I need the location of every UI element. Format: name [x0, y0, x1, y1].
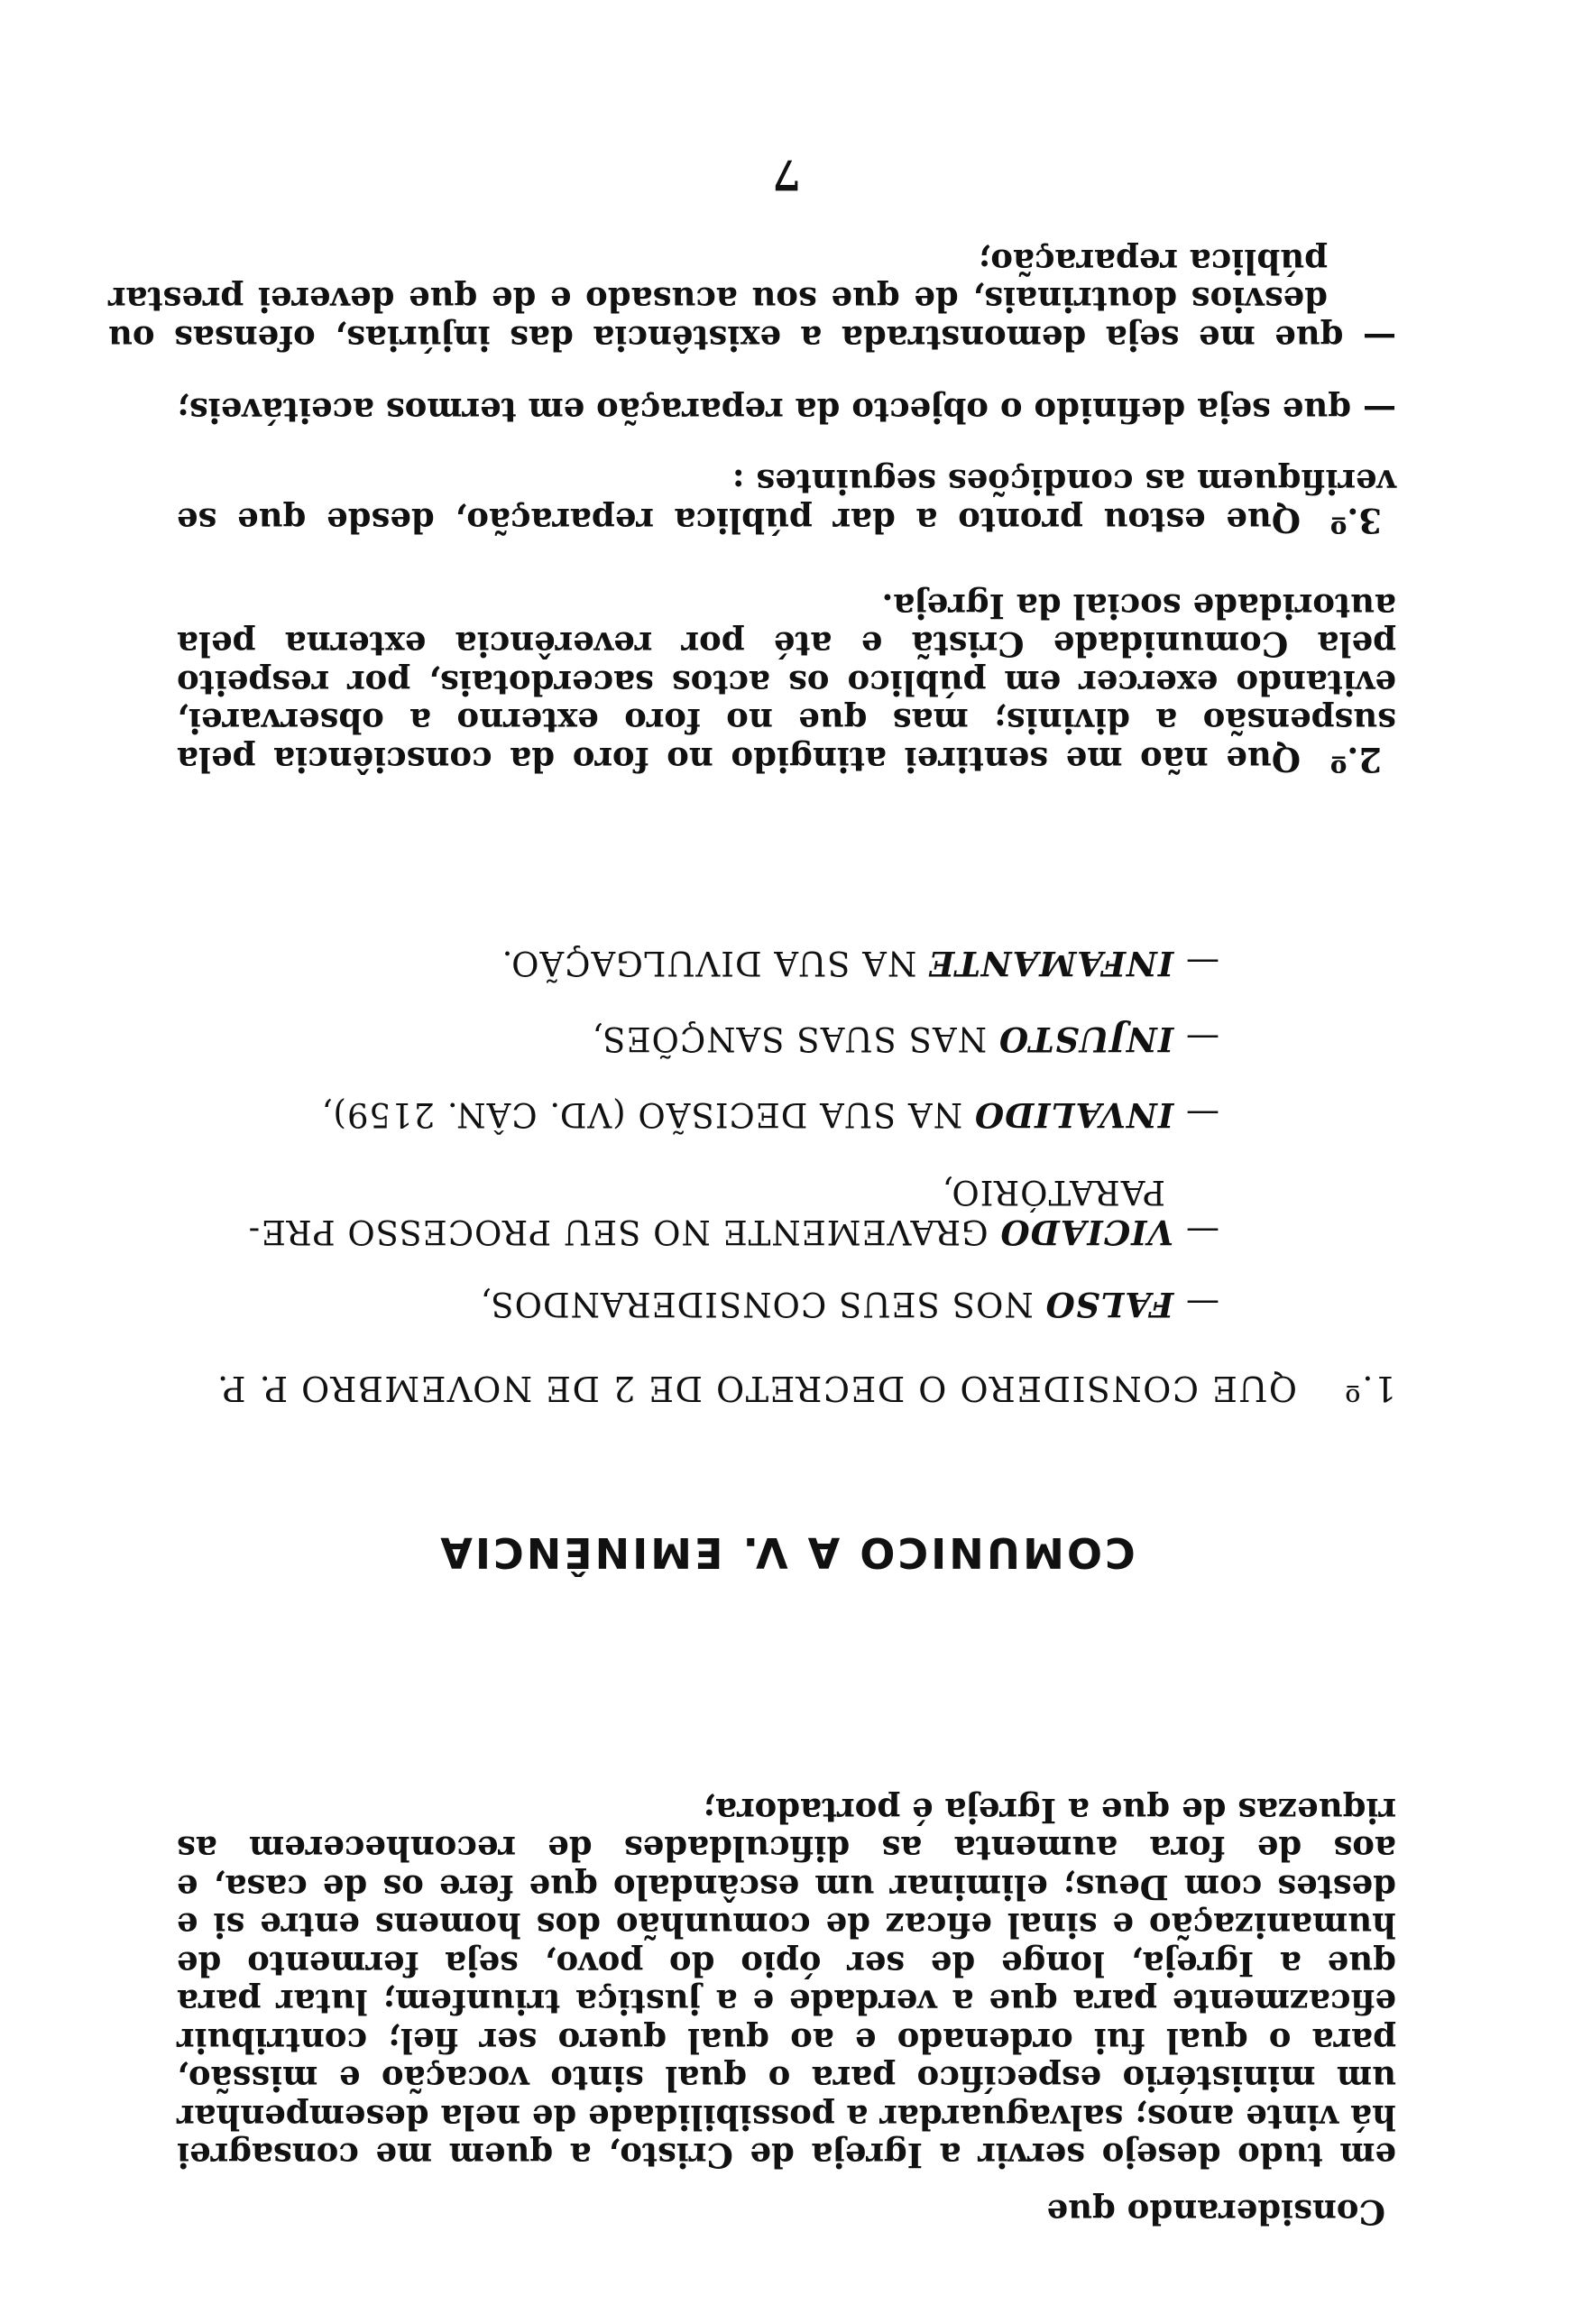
item-keyword: INFAMANTE	[928, 944, 1174, 983]
point-3	[177, 463, 1396, 540]
item-dash: —	[1185, 1213, 1219, 1251]
point-2	[177, 587, 1396, 779]
point-1-item	[123, 1019, 1219, 1059]
condition-dash: —	[1363, 391, 1396, 430]
item-keyword: INVALIDO	[973, 1095, 1174, 1135]
point-1-number: 1.º	[1343, 1369, 1396, 1408]
item-text: NA SUA DIVULGAÇÃO.	[501, 944, 917, 982]
intro-lead: Considerando que	[1046, 2192, 1385, 2232]
item-text: GRAVEMENTE NO SEU PROCESSO PRE-PARATÓRIO,	[247, 1173, 1165, 1251]
point-1-item	[123, 1284, 1219, 1324]
item-dash: —	[1185, 1095, 1219, 1134]
item-text: NA SUA DECISÃO (VD. CÂN. 2159),	[320, 1095, 963, 1134]
section-heading: COMUNICO A V. EMINÊNCIA	[437, 1528, 1136, 1577]
item-keyword: FALSO	[1044, 1285, 1174, 1324]
point-1	[177, 1369, 1396, 1408]
item-dash: —	[1185, 1019, 1219, 1058]
point-3-condition	[108, 392, 1396, 430]
item-text: NAS SUAS SANÇÕES,	[591, 1019, 988, 1058]
point-3-condition	[108, 243, 1396, 358]
page-number: 7	[772, 151, 802, 199]
point-1-item	[123, 1172, 1219, 1252]
item-keyword: INJUSTO	[998, 1019, 1174, 1059]
condition-text: que seja definido o objecto da reparação em termos aceitáveis;	[177, 391, 1352, 430]
item-dash: —	[1185, 1285, 1219, 1323]
condition-text: que me seja demonstrada a existência das injúrias, ofensas ou desvios doutrinais, de que sou acusado e de que deverei prestar pública reparação;	[108, 242, 1344, 358]
point-2-number: 2.º	[1329, 740, 1382, 779]
condition-dash: —	[1363, 318, 1396, 358]
point-2-text: Que não me sentirei atingido no foro da consciência pela suspensão a divinis; mas que no foro externo a observarei, evitando exercer em público os actos sacerdotais, por respeito pela Comunidade Cristã e até por reverência externa pela autoridade social da Igreja.	[177, 586, 1396, 779]
intro-paragraph: em tudo desejo servir a Igreja de Cristo, a quem me consagrei há vinte anos; salvaguardar a possibilidade de nela desempenhar um ministério específico para o qual sinto vocação e missão, para o qual fui ordenado e ao qual quero ser fiel; contribuir eficazmente para que a verdade e a justiça triunfem; lutar para que a Igreja, longe de ser ópio do povo, seja fermento de humanização e sinal eficaz de comunhão dos homens entre si e destes com Deus; eliminar um escândalo que fere os de casa, e aos de fora aumenta as dificuldades de reconhecerem as riquezas de que a Igreja é portadora;	[177, 1791, 1396, 2176]
item-text: NOS SEUS CONSIDERANDOS,	[479, 1285, 1034, 1323]
intro-block	[177, 1792, 1396, 2232]
item-keyword: VICIADO	[999, 1213, 1174, 1252]
point-1-text: QUE CONSIDERO O DECRETO DE 2 DE NOVEMBRO P. P.	[216, 1369, 1297, 1408]
point-1-item	[123, 943, 1219, 983]
point-3-text: Que estou pronto a dar pública reparação, desde que se verifiquem as condições seguintes :	[177, 462, 1396, 540]
item-dash: —	[1185, 944, 1219, 982]
point-3-number: 3.º	[1329, 501, 1382, 540]
point-1-item	[123, 1094, 1219, 1135]
